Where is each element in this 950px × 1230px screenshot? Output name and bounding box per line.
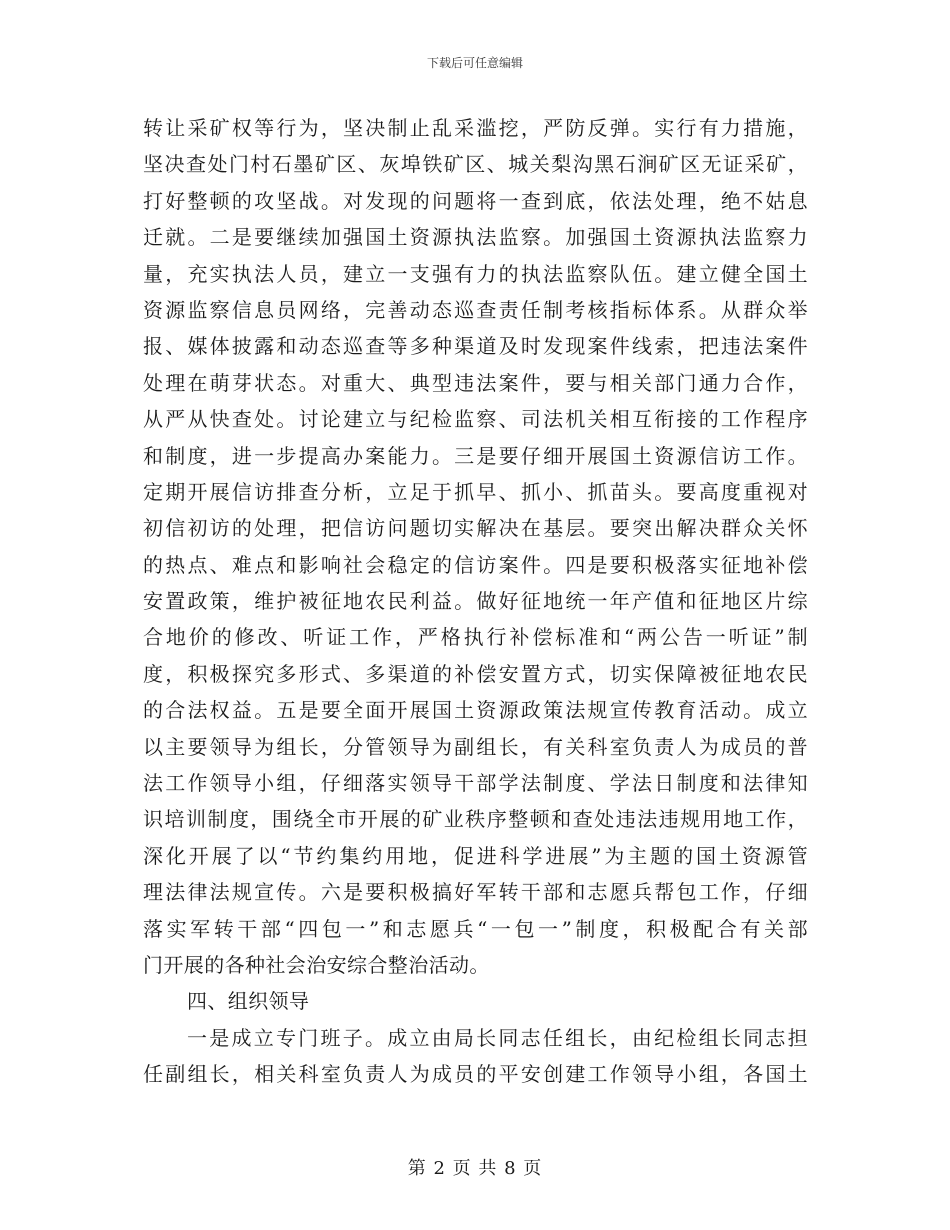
body-line: 深化开展了以“节约集约用地，促进科学进展”为主题的国土资源管 <box>143 843 808 868</box>
body-line: 安置政策，维护被征地农民利益。做好征地统一年产值和征地区片综 <box>143 589 808 614</box>
footer-page-number: 2 <box>433 1158 446 1179</box>
body-line: 法工作领导小组，仔细落实领导干部学法制度、学法日制度和法律知 <box>143 771 808 796</box>
body-line: 从严从快查处。讨论建立与纪检监察、司法机关相互衔接的工作程序 <box>143 407 808 432</box>
document-body <box>143 110 808 1093</box>
body-line: 打好整顿的攻坚战。对发现的问题将一查到底，依法处理，绝不姑息 <box>143 188 808 213</box>
body-line: 一是成立专门班子。成立由局长同志任组长，由纪检组长同志担 <box>187 1025 808 1050</box>
body-line: 定期开展信访排查分析，立足于抓早、抓小、抓苗头。要高度重视对 <box>143 479 808 504</box>
body-line: 门开展的各种社会治安综合整治活动。 <box>143 952 490 977</box>
footer-middle: 页 共 <box>452 1158 498 1179</box>
body-line: 的热点、难点和影响社会稳定的信访案件。四是要积极落实征地补偿 <box>143 552 808 577</box>
body-line: 落实军转干部“四包一”和志愿兵“一包一”制度，积极配合有关部 <box>143 916 808 941</box>
body-line: 量，充实执法人员，建立一支强有力的执法监察队伍。建立健全国土 <box>143 261 808 286</box>
body-line: 任副组长，相关科室负责人为成员的平安创建工作领导小组，各国土 <box>143 1062 808 1087</box>
body-line: 理法律法规宣传。六是要积极搞好军转干部和志愿兵帮包工作，仔细 <box>143 880 808 905</box>
body-line: 资源监察信息员网络，完善动态巡查责任制考核指标体系。从群众举 <box>143 297 808 322</box>
section-heading: 四、组织领导 <box>187 989 310 1014</box>
body-line: 识培训制度，围绕全市开展的矿业秩序整顿和查处违法违规用地工作， <box>143 807 808 832</box>
body-line: 合地价的修改、听证工作，严格执行补偿标准和“两公告一听证”制 <box>143 625 808 650</box>
body-line: 和制度，进一步提高办案能力。三是要仔细开展国土资源信访工作。 <box>143 443 808 468</box>
body-line: 坚决查处门村石墨矿区、灰埠铁矿区、城关梨沟黑石涧矿区无证采矿， <box>143 152 808 177</box>
footer-prefix: 第 <box>407 1158 427 1179</box>
body-line: 的合法权益。五是要全面开展国土资源政策法规宣传教育活动。成立 <box>143 698 808 723</box>
body-line: 报、媒体披露和动态巡查等多种渠道及时发现案件线索，把违法案件 <box>143 334 808 359</box>
page-header-note: 下载后可任意编辑 <box>426 56 523 70</box>
body-line: 迁就。二是要继续加强国土资源执法监察。加强国土资源执法监察力 <box>143 225 808 250</box>
page-footer <box>0 1154 950 1180</box>
footer-total-pages: 8 <box>504 1158 517 1179</box>
body-line: 转让采矿权等行为，坚决制止乱采滥挖，严防反弹。实行有力措施， <box>143 116 808 140</box>
body-line: 初信初访的处理，把信访问题切实解决在基层。要突出解决群众关怀 <box>143 516 808 541</box>
body-line: 度，积极探究多形式、多渠道的补偿安置方式，切实保障被征地农民 <box>143 661 808 686</box>
body-line: 以主要领导为组长，分管领导为副组长，有关科室负责人为成员的普 <box>143 734 808 759</box>
footer-suffix: 页 <box>523 1158 543 1179</box>
body-line: 处理在萌芽状态。对重大、典型违法案件，要与相关部门通力合作， <box>143 370 808 395</box>
